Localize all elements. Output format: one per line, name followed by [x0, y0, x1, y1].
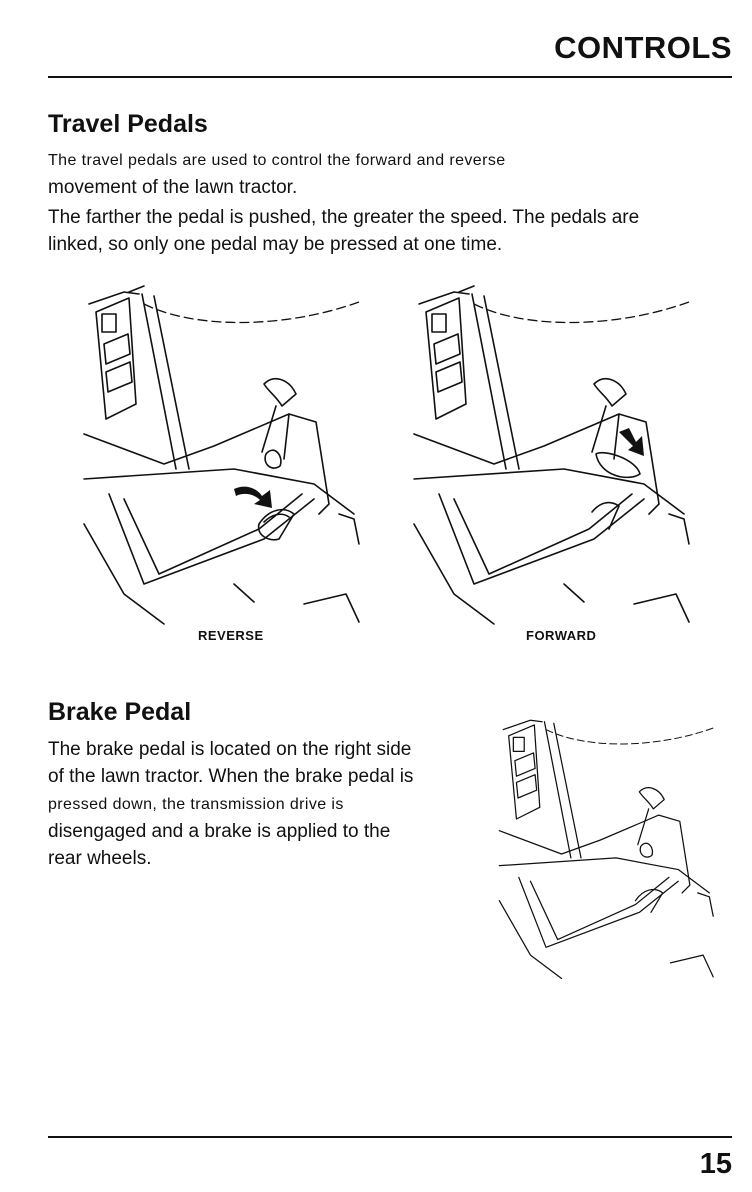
travel-pedals-intro — [48, 146, 738, 201]
brake-pedal-illustration — [496, 714, 722, 980]
reverse-pedal-illustration — [84, 284, 366, 626]
brake-pedal-text — [48, 736, 488, 872]
travel-pedals-speed-text — [48, 204, 738, 258]
brake-line-1: The brake pedal is located on the right side — [48, 739, 412, 760]
speed-line-1: The farther the pedal is pushed, the greater the speed. The pedals are — [48, 207, 640, 228]
forward-caption: FORWARD — [526, 628, 597, 643]
brake-line-3: pressed down, the transmission drive is — [48, 796, 344, 813]
travel-pedals-heading: Travel Pedals — [48, 110, 208, 138]
brake-pedal-heading: Brake Pedal — [48, 698, 192, 726]
brake-line-5: rear wheels. — [48, 848, 152, 869]
page-number: 15 — [699, 1148, 732, 1180]
speed-line-2: linked, so only one pedal may be pressed at one time. — [48, 234, 503, 255]
intro-line-1: The travel pedals are used to control the forward and reverse — [48, 152, 506, 169]
brake-line-4: disengaged and a brake is applied to the — [48, 821, 391, 842]
intro-line-2: movement of the lawn tractor. — [48, 177, 298, 198]
footer-rule — [48, 1136, 732, 1138]
header-rule — [48, 76, 732, 78]
section-title: CONTROLS — [554, 30, 732, 65]
reverse-caption: REVERSE — [198, 628, 264, 643]
forward-pedal-illustration — [414, 284, 696, 626]
brake-line-2: of the lawn tractor. When the brake pedal is — [48, 766, 414, 787]
